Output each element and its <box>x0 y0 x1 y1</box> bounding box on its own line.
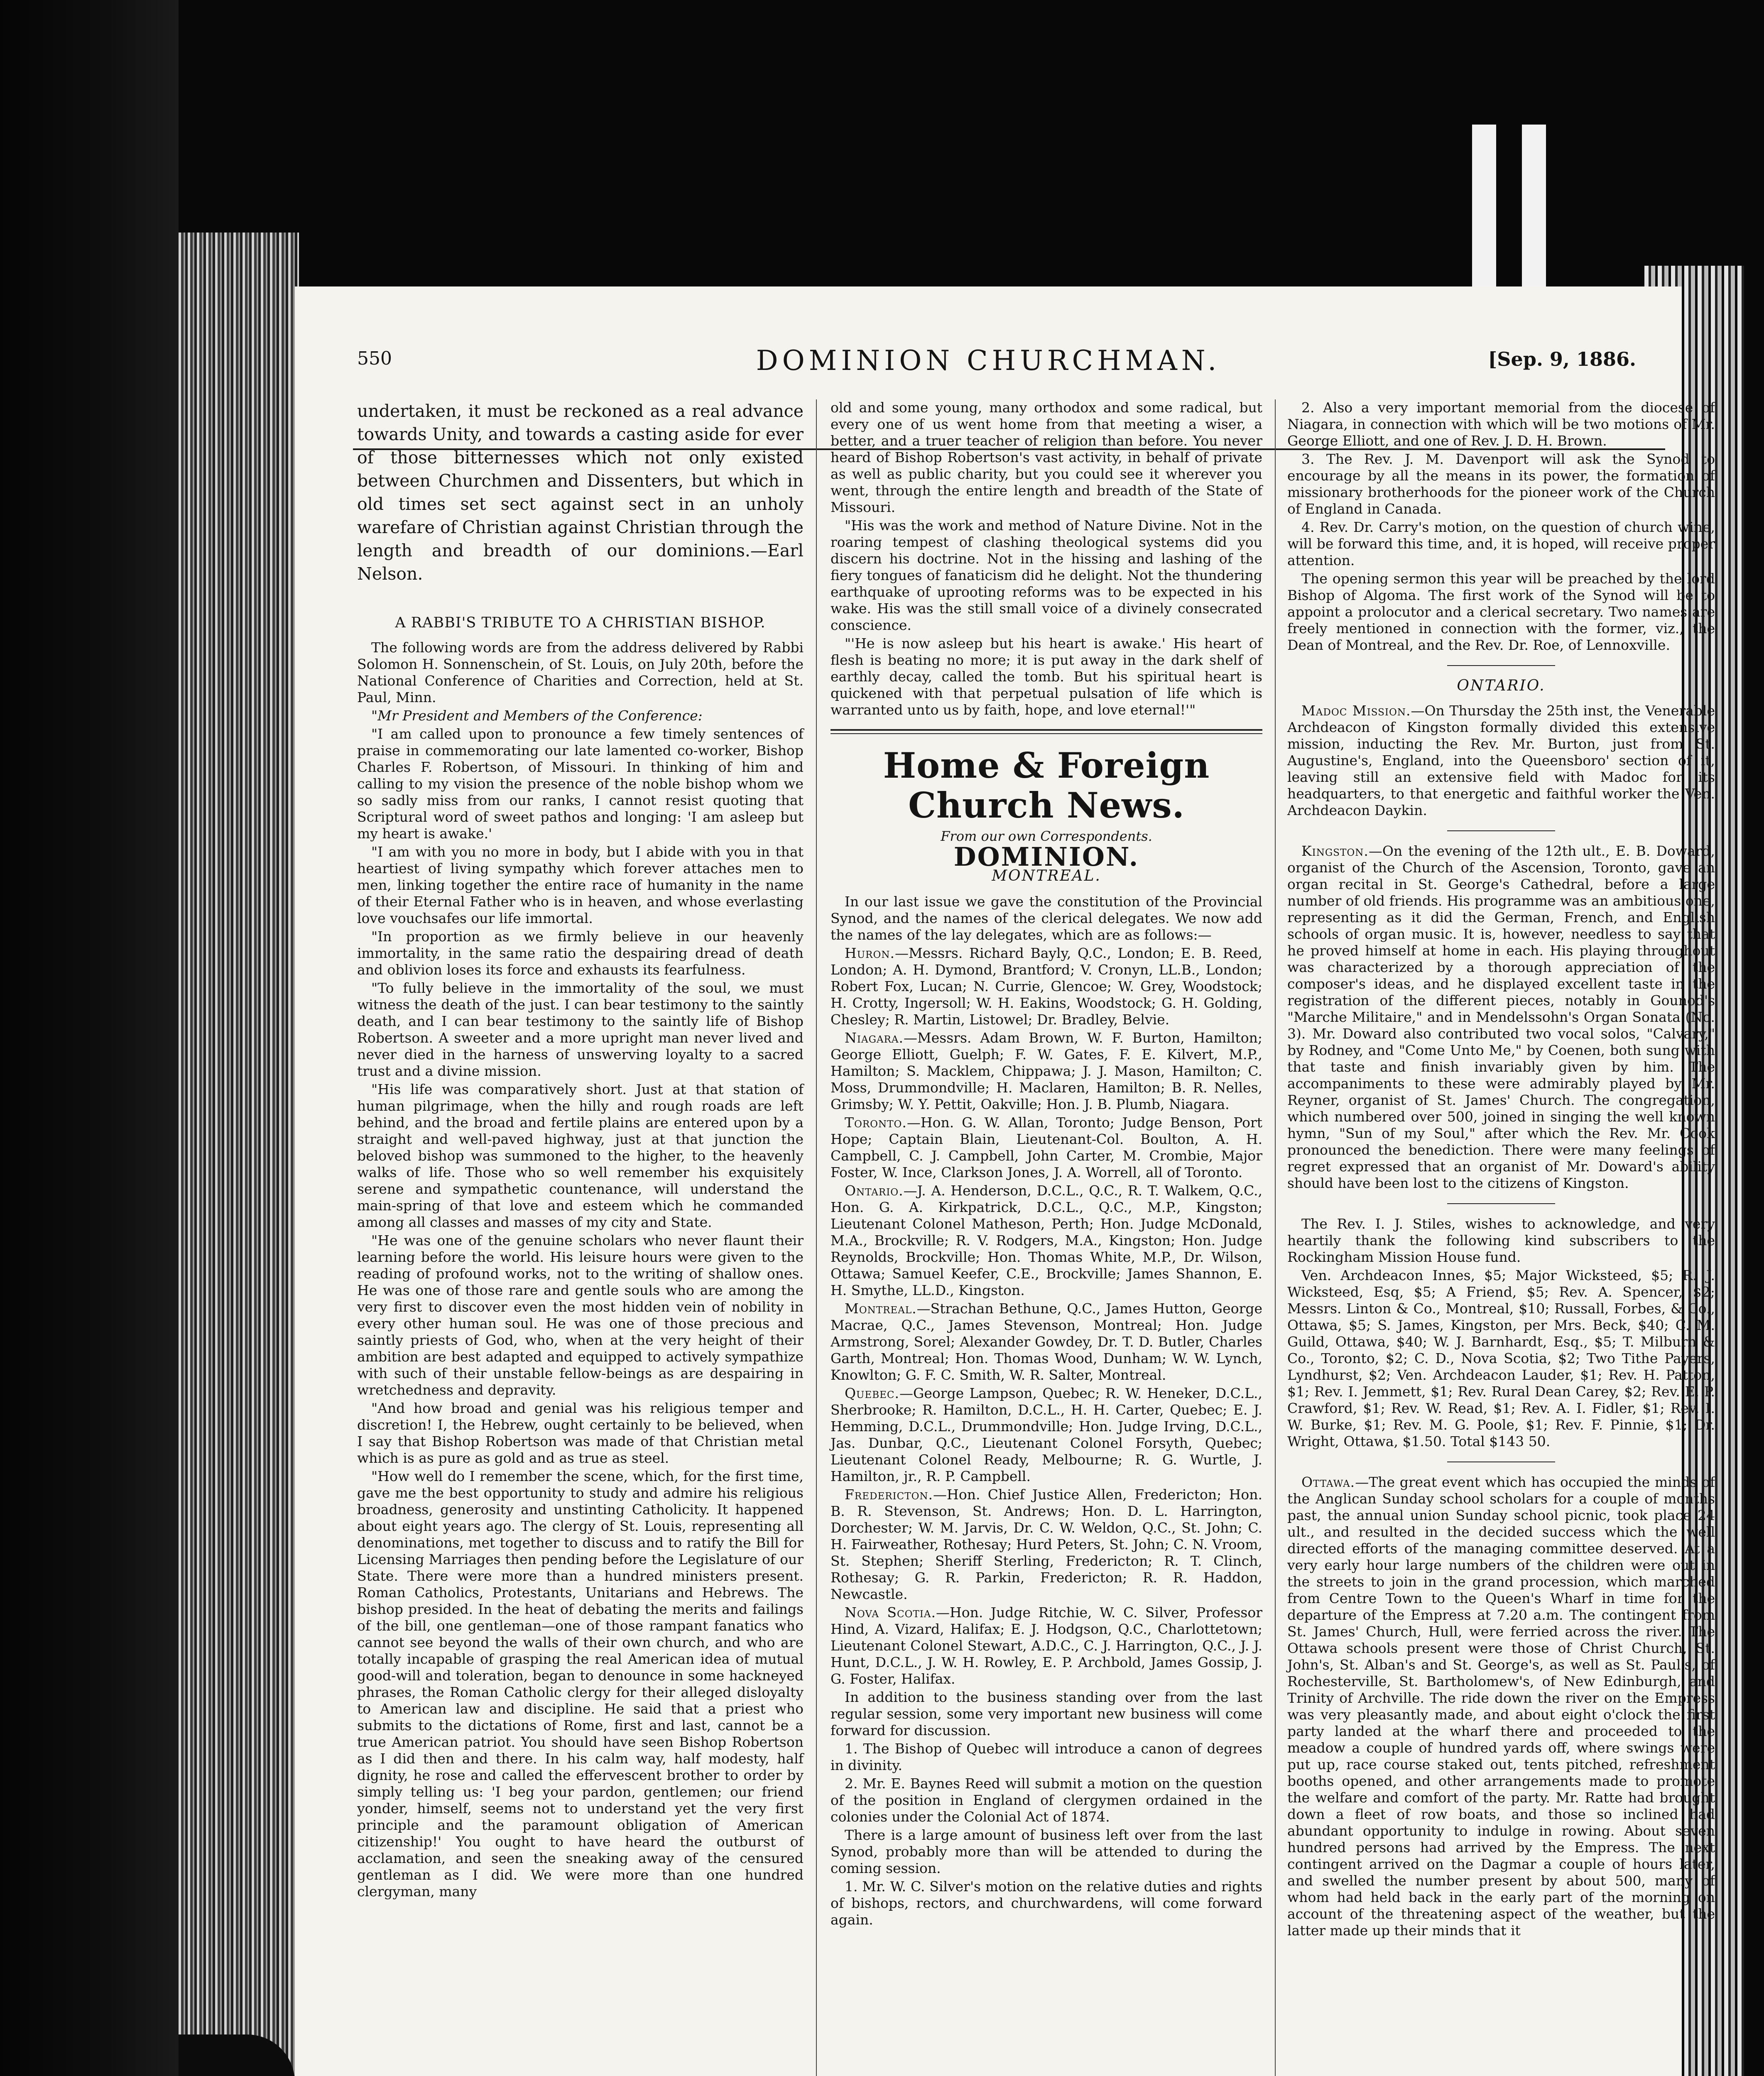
subscriber-list: Ven. Archdeacon Innes, $5; Major Wicksteed, $5; R. J. Wicksteed, Esq, $5; A Friend, $5; Rev. A. Spencer, $2; Messrs. Linton & Co., Montreal, $10; Russall, Forbes, & Co., Ottawa, $5; S. James, Kingston, per Mrs. Beck, $40; C. M. Guild, Ottawa, $40; W. J. Barnhardt, Esq., $5; T. Milburn & Co., Toronto, $2; C. D., Nova Scotia, $2; Two Tithe Payers, Lyndhurst, $2; Ven. Archdeacon Lauder, $1; Rev. H. Patton, $1; Rev. I. Jemmett, $1; Rev. Rural Dean Carey, $2; Rev. E. P. Crawford, $1; Rev. W. Read, $1; Rev. A. I. Fidler, $1; Rev. I. W. Burke, $1; Rev. M. G. Poole, $1; Rev. F. Pinnie, $1; Dr. Wright, Ottawa, $1.50. Total $143 50. <box>1287 1267 1715 1449</box>
news-subheading: From our own Correspondents. <box>941 828 1152 844</box>
delegate-names: —J. A. Henderson, D.C.L., Q.C., R. T. Walkem, Q.C., Hon. G. A. Kirkpatrick, D.C.L., Q.C., M.P., Kingston; Lieutenant Colonel Matheson, Perth; Hon. Judge McDonald, M.A., Brockville; R. V. Rodgers, M.A., Kingston; Hon. Judge Reynolds, Brockville; Hon. Thomas White, M.P., Dr. Wilson, Ottawa; Samuel Keefer, C.E., Brockville; James Shannon, E. H. Smythe, LL.D., Kingston. <box>831 1182 1262 1298</box>
diocese-name: Huron. <box>845 945 895 961</box>
book-spine <box>0 0 179 2076</box>
divider <box>1447 1203 1555 1204</box>
delegate-names: —Hon. Judge Ritchie, W. C. Silver, Professor Hind, A. Vizard, Halifax; E. J. Hodgson, Q.C., Charlottetown; Lieutenant Colonel Stewart, A.D.C., C. J. Harrington, Q.C., J. J. Hunt, D.C.L., J. W. H. Rowley, E. P. Archbold, James Gossip, J. G. Foster, Halifax. <box>831 1604 1262 1687</box>
column-rule <box>1275 399 1276 2076</box>
diocese-name: Toronto. <box>845 1114 907 1131</box>
divider <box>1447 830 1555 831</box>
salutation: "Mr President and Members of the Conference: <box>371 708 703 724</box>
paragraph: "His was the work and method of Nature Divine. Not in the roaring tempest of clashing theological systems did you discern his doctrine. Not in the hissing and lashing of the fiery tongues of fanaticism did he delight. Not the thundering earthquake of uprooting reforms was to be expected in his wake. His was the still small voice of a divinely consecrated conscience. <box>831 517 1262 633</box>
paragraph: 3. The Rev. J. M. Davenport will ask the Synod to encourage by all the means in its power, the formation of missionary brotherhoods for the pioneer work of the Church of England in Canada. <box>1287 451 1715 517</box>
delegate-list <box>831 1030 1262 1113</box>
paragraph: "I am called upon to pronounce a few timely sentences of praise in commemorating our late lamented co-worker, Bishop Charles F. Robertson, of Missouri. In thinking of him and calling to my vision the presence of the noble bishop whom we so sadly miss from our ranks, I cannot resist quoting that Scriptural word of sweet pathos and longing: 'I am asleep but my heart is awake.' <box>357 726 804 842</box>
masthead: DOMINION CHURCHMAN. <box>756 345 1221 377</box>
item-lead: Ottawa. <box>1301 1474 1355 1490</box>
paragraph: "How well do I remember the scene, which, for the first time, gave me the best opportunity to study and admire his religious broadness, generosity and unstinting Catholicity. It happened about eight years ago. The clergy of St. Louis, representing all denominations, met together to discuss and to ratify the Bill for Licensing Marriages then pending before the Legislature of our State. There were more than a hundred ministers present. Roman Catholics, Protestants, Unitarians and Hebrews. The bishop presided. In the heat of debating the merits and failings of the bill, one gentleman—one of those rampant fanatics who cannot see beyond the walls of their own church, and who are totally incapable of grasping the real American idea of mutual good-will and toleration, began to denounce in some hackneyed phrases, the Roman Catholic clergy for their alleged disloyalty to American law and discipline. He said that a priest who submits to the dictations of Rome, first and last, cannot be a true American patriot. You should have seen Bishop Robertson as I did then and there. In his calm way, half modesty, half dignity, he rose and called the effervescent brother to order by simply telling us: 'I beg your pardon, gentlemen; our friend yonder, himself, seems not to understand yet the very first principle and the paramount obligation of American citizenship!' You ought to have heard the outburst of acclamation, and seen the sneaking away of the censured gentleman as I did. We were more than one hundred clergyman, many <box>357 1468 804 1900</box>
issue-date: [Sep. 9, 1886. <box>1488 348 1636 370</box>
item-text: —On the evening of the 12th ult., E. B. Doward, organist of the Church of the Ascension, Toronto, gave an organ recital in St. George's Cathedral, before a large number of old friends. His programme was an ambitious one, representing as it did the German, French, and English schools of organ music. It is, however, needless to say that he proved himself at home in each. His playing throughout was characterized by a thorough appreciation of the composer's ideas, and he displayed excellent taste in the registration of the different pieces, notably in Gounod's "Marche Militaire," and in Mendelssohn's Organ Sonata (No. 3). Mr. Doward also contributed two vocal solos, "Calvary," by Rodney, and "Come Unto Me," by Coenen, both sung with that taste and finish invariably given by him. The accompaniments to these were admirably played by Mr. Reyner, organist of St. James' Church. The congregation, which numbered over 500, joined in singing the well known hymn, "Sun of my Soul," after which the Rev. Mr. Cook pronounced the benediction. There were many feelings of regret expressed that an organist of Mr. Doward's ability should have been lost to the citizens of Kingston. <box>1287 843 1715 1191</box>
diocese-name: Niagara. <box>845 1030 904 1046</box>
page-edges-left <box>179 233 299 2076</box>
paragraph: 1. Mr. W. C. Silver's motion on the relative duties and rights of bishops, rectors, and churchwardens, will come forward again. <box>831 1878 1262 1928</box>
delegate-list <box>831 1114 1262 1181</box>
news-heading: Home & Foreign Church News. <box>883 745 1210 826</box>
paragraph: 2. Also a very important memorial from the diocese of Niagara, in connection with which will be two motions of Mr. George Elliott, and one of Rev. J. D. H. Brown. <box>1287 399 1715 449</box>
divider <box>1447 665 1555 666</box>
paragraph: In our last issue we gave the constitution of the Provincial Synod, and the names of the clerical delegates. We now add the names of the lay delegates, which are as follows:— <box>831 894 1262 943</box>
diocese-name: Montreal. <box>845 1300 917 1317</box>
delegate-names: —Messrs. Adam Brown, W. F. Burton, Hamilton; George Elliott, Guelph; F. W. Gates, F. E. Kilvert, M.P., Hamilton; S. Macklem, Chippawa; J. J. Mason, Hamilton; C. Moss, Drummondville; H. Maclaren, Hamilton; B. R. Nelles, Grimsby; W. Y. Pettit, Oakville; Hon. J. B. Plumb, Niagara. <box>831 1030 1262 1112</box>
column-1 <box>357 399 804 2076</box>
paragraph: 2. Mr. E. Baynes Reed will submit a motion on the question of the position in England of clergymen ordained in the colonies under the Colonial Act of 1874. <box>831 1775 1262 1825</box>
column-3 <box>1287 399 1715 2076</box>
news-item <box>1287 1474 1715 1939</box>
diocese-name: Quebec. <box>845 1385 900 1401</box>
diocese-name: Fredericton. <box>845 1486 933 1503</box>
delegate-names: —Hon. Chief Justice Allen, Fredericton; Hon. B. R. Stevenson, St. Andrews; Hon. D. L. Harrington, Dorchester; W. M. Jarvis, Dr. C. W. Weldon, Q.C., St. John; C. H. Fairweather, Rothesay; Hurd Peters, St. John; C. N. Vroom, St. Stephen; Sheriff Sterling, Fredericton; R. T. Clinch, Rothesay; G. R. Parkin, Fredericton; R. R. Haddon, Newcastle. <box>831 1486 1262 1602</box>
column-rule <box>816 399 817 2076</box>
article-intro: The following words are from the address delivered by Rabbi Solomon H. Sonnenschein, of St. Louis, on July 20th, before the National Conference of Charities and Correction, held at St. Paul, Minn. <box>357 639 804 705</box>
delegate-names: —George Lampson, Quebec; R. W. Heneker, D.C.L., Sherbrooke; R. Hamilton, D.C.L., H. H. Carter, Quebec; E. J. Hemming, D.C.L., Drummondville; Hon. Judge Irving, D.C.L., Jas. Dunbar, Q.C., Lieutenant Colonel Forsyth, Quebec; Lieutenant Colonel Ready, Melbourne; R. G. Wurtle, J. Hamilton, jr., R. P. Campbell. <box>831 1385 1262 1484</box>
delegate-list <box>831 1300 1262 1383</box>
news-item <box>1287 703 1715 819</box>
newspaper-page <box>295 286 1715 2076</box>
paragraph: "His life was comparatively short. Just at that station of human pilgrimage, when the hilly and rough roads are left behind, and the broad and fertile plains are entered upon by a straight and well-paved highway, just at that junction the beloved bishop was summoned to the higher, to the heavenly walks of life. Those who so well remember his exquisitely serene and sympathetic countenance, will understand the main-spring of that love and esteem which he commanded among all classes and masses of my city and State. <box>357 1081 804 1230</box>
paragraph: In addition to the business standing over from the last regular session, some very important new business will come forward for discussion. <box>831 1689 1262 1738</box>
paragraph: "He was one of the genuine scholars who never flaunt their learning before the world. His leisure hours were given to the reading of profound works, not to the writing of shallow ones. He was one of those rare and gentle souls who are among the very first to discover even the most hidden vein of nobility in every other human soul. He was one of those precious and saintly priests of God, who, when at the very height of their ambition are best adapted and equipped to actively sympathize with such of their unstable fellow-beings as are despairing in wretchedness and depravity. <box>357 1232 804 1398</box>
paragraph: "In proportion as we firmly believe in our heavenly immortality, in the same ratio the despairing dread of death and oblivion loses its force and exhausts its fearfulness. <box>357 928 804 978</box>
page-header <box>295 345 1682 394</box>
paragraph: The opening sermon this year will be preached by the lord Bishop of Algoma. The first work of the Synod will be to appoint a prolocutor and a clerical secretary. Two names are freely mentioned in connection with the former, viz., the Dean of Montreal, and the Rev. Dr. Roe, of Lennoxville. <box>1287 570 1715 653</box>
item-text: —On Thursday the 25th inst, the Venerable Archdeacon of Kingston formally divided this extensive mission, inducting the Rev. Mr. Burton, just from St. Augustine's, England, into the Queensboro' section of it, leaving still an extensive field with Madoc for its headquarters, to that energetic and faithful worker the Ven. Archdeacon Daykin. <box>1287 703 1715 818</box>
news-item <box>1287 843 1715 1192</box>
paragraph: 1. The Bishop of Quebec will introduce a canon of degrees in divinity. <box>831 1741 1262 1773</box>
delegate-list <box>831 1486 1262 1603</box>
subsection-heading: ONTARIO. <box>1457 677 1546 694</box>
diocese-name: Ontario. <box>845 1182 904 1199</box>
paragraph: old and some young, many orthodox and some radical, but every one of us went home from that meeting a wiser, a better, and a truer teacher of religion than before. You never heard of Bishop Robertson's vast activity, in behalf of private as well as public charity, but you could see it wherever you went, through the entire length and breadth of the State of Missouri. <box>831 399 1262 515</box>
paragraph: "To fully believe in the immortality of the soul, we must witness the death of the just. I can bear testimony to the saintly death, and I can bear testimony to the saintly life of Bishop Robertson. A sweeter and a more upright man never lived and never died in the harness of unswerving loyalty to a sacred trust and a divine mission. <box>357 980 804 1079</box>
diocese-name: Nova Scotia. <box>845 1604 936 1621</box>
section-heading: DOMINION. <box>953 842 1139 872</box>
paragraph: "And how broad and genial was his religious temper and discretion! I, the Hebrew, ought certainly to be believed, when I say that Bishop Robertson was made of that Christian metal which is as pure as gold and as true as steel. <box>357 1400 804 1466</box>
paragraph: 4. Rev. Dr. Carry's motion, on the question of church wine, will be forward this time, and, it is hoped, will receive proper attention. <box>1287 519 1715 568</box>
paragraph: The Rev. I. J. Stiles, wishes to acknowledge, and very heartily thank the following kind subscribers to the Rockingham Mission House fund. <box>1287 1216 1715 1265</box>
item-text: —The great event which has occupied the minds of the Anglican Sunday school scholars for a couple of months past, the annual union Sunday school picnic, took place 24 ult., and resulted in the decided success which the well directed efforts of the managing committee deserved. At a very early hour large numbers of the children were out in the streets to join in the grand procession, which marched from Centre Town to the Queen's Wharf in time for the departure of the Empress at 7.20 a.m. The contingent from St. James' Church, Hull, were ferried across the river. The Ottawa schools present were those of Christ Church, St. John's, St. Alban's and St. George's, as well as St. Paul's, of Rochesterville, St. Bartholomew's, of New Edinburgh, and Trinity of Archville. The ride down the river on the Empress was very pleasantly made, and about eight o'clock the first party landed at the wharf there and proceeded to the meadow a couple of hundred yards off, where swings were put up, race course staked out, tents pitched, refreshment booths opened, and other arrangements made to promote the welfare and comfort of the party. Mr. Ratte had brought down a fleet of row boats, and those so inclined had abundant opportunity to indulge in rowing. About seven hundred persons had arrived by the Empress. The next contingent arrived on the Dagmar a couple of hours later, and swelled the number present by about 500, many of whom had held back in the early part of the morning on account of the threatening aspect of the weather, but the latter made up their minds that it <box>1287 1474 1715 1939</box>
delegate-list <box>831 1604 1262 1687</box>
page-number: 550 <box>357 348 392 369</box>
delegate-names: —Hon. G. W. Allan, Toronto; Judge Benson, Port Hope; Captain Blain, Lieutenant-Col. Boulton, A. H. Campbell, C. J. Campbell, John Carter, M. Crombie, Major Foster, W. Ince, Clarkson Jones, J. A. Worrell, all of Toronto. <box>831 1114 1262 1180</box>
item-lead: Madoc Mission. <box>1301 703 1411 719</box>
delegate-names: —Messrs. Richard Bayly, Q.C., London; E. B. Reed, London; A. H. Dymond, Brantford; V. Cronyn, LL.B., London; Robert Fox, Lucan; N. Currie, Glencoe; W. Grey, Woodstock; H. Crotty, Ingersoll; W. H. Eakins, Woodstock; G. H. Golding, Chesley; R. Martin, Listowel; Dr. Bradley, Belvie. <box>831 945 1262 1028</box>
column-2 <box>831 399 1262 2076</box>
delegate-list <box>831 1385 1262 1485</box>
delegate-names: —Strachan Bethune, Q.C., James Hutton, George Macrae, Q.C., James Stevenson, Montreal; Hon. Judge Armstrong, Sorel; Alexander Gowdey, Dr. T. D. Butler, Charles Garth, Montreal; Hon. Thomas Wood, Dunham; W. W. Lynch, Knowlton; G. F. C. Smith, W. R. Salter, Montreal. <box>831 1300 1262 1383</box>
subsection-heading: MONTREAL. <box>992 867 1101 884</box>
lead-paragraph: undertaken, it must be reckoned as a real advance towards Unity, and towards a casting aside for ever of those bitternesses which not only existed between Churchmen and Dissenters, but which in old times set sect against sect in an unholy warefare of Christian against Christian through the length and breadth of our dominions.—Earl Nelson. <box>357 401 804 584</box>
item-lead: Kingston. <box>1301 843 1369 859</box>
paragraph: "I am with you no more in body, but I abide with you in that heartiest of living sympathy which forever attaches men to men, linking together the entire race of humanity in the name of their Eternal Father who is in heaven, and whose everlasting love vouchsafes our life immortal. <box>357 844 804 926</box>
delegate-list <box>831 1182 1262 1299</box>
paragraph: "'He is now asleep but his heart is awake.' His heart of flesh is beating no more; it is put away in the dark shelf of earthly decay, called the tomb. But his spiritual heart is quickened with that perpetual pulsation of life which is warranted unto us by faith, hope, and love eternal!'" <box>831 635 1262 718</box>
article-title: A RABBI'S TRIBUTE TO A CHRISTIAN BISHOP. <box>395 614 766 631</box>
paragraph: There is a large amount of business left over from the last Synod, probably more than will be attended to during the coming session. <box>831 1827 1262 1876</box>
section-divider <box>831 729 1262 734</box>
delegate-list <box>831 945 1262 1028</box>
